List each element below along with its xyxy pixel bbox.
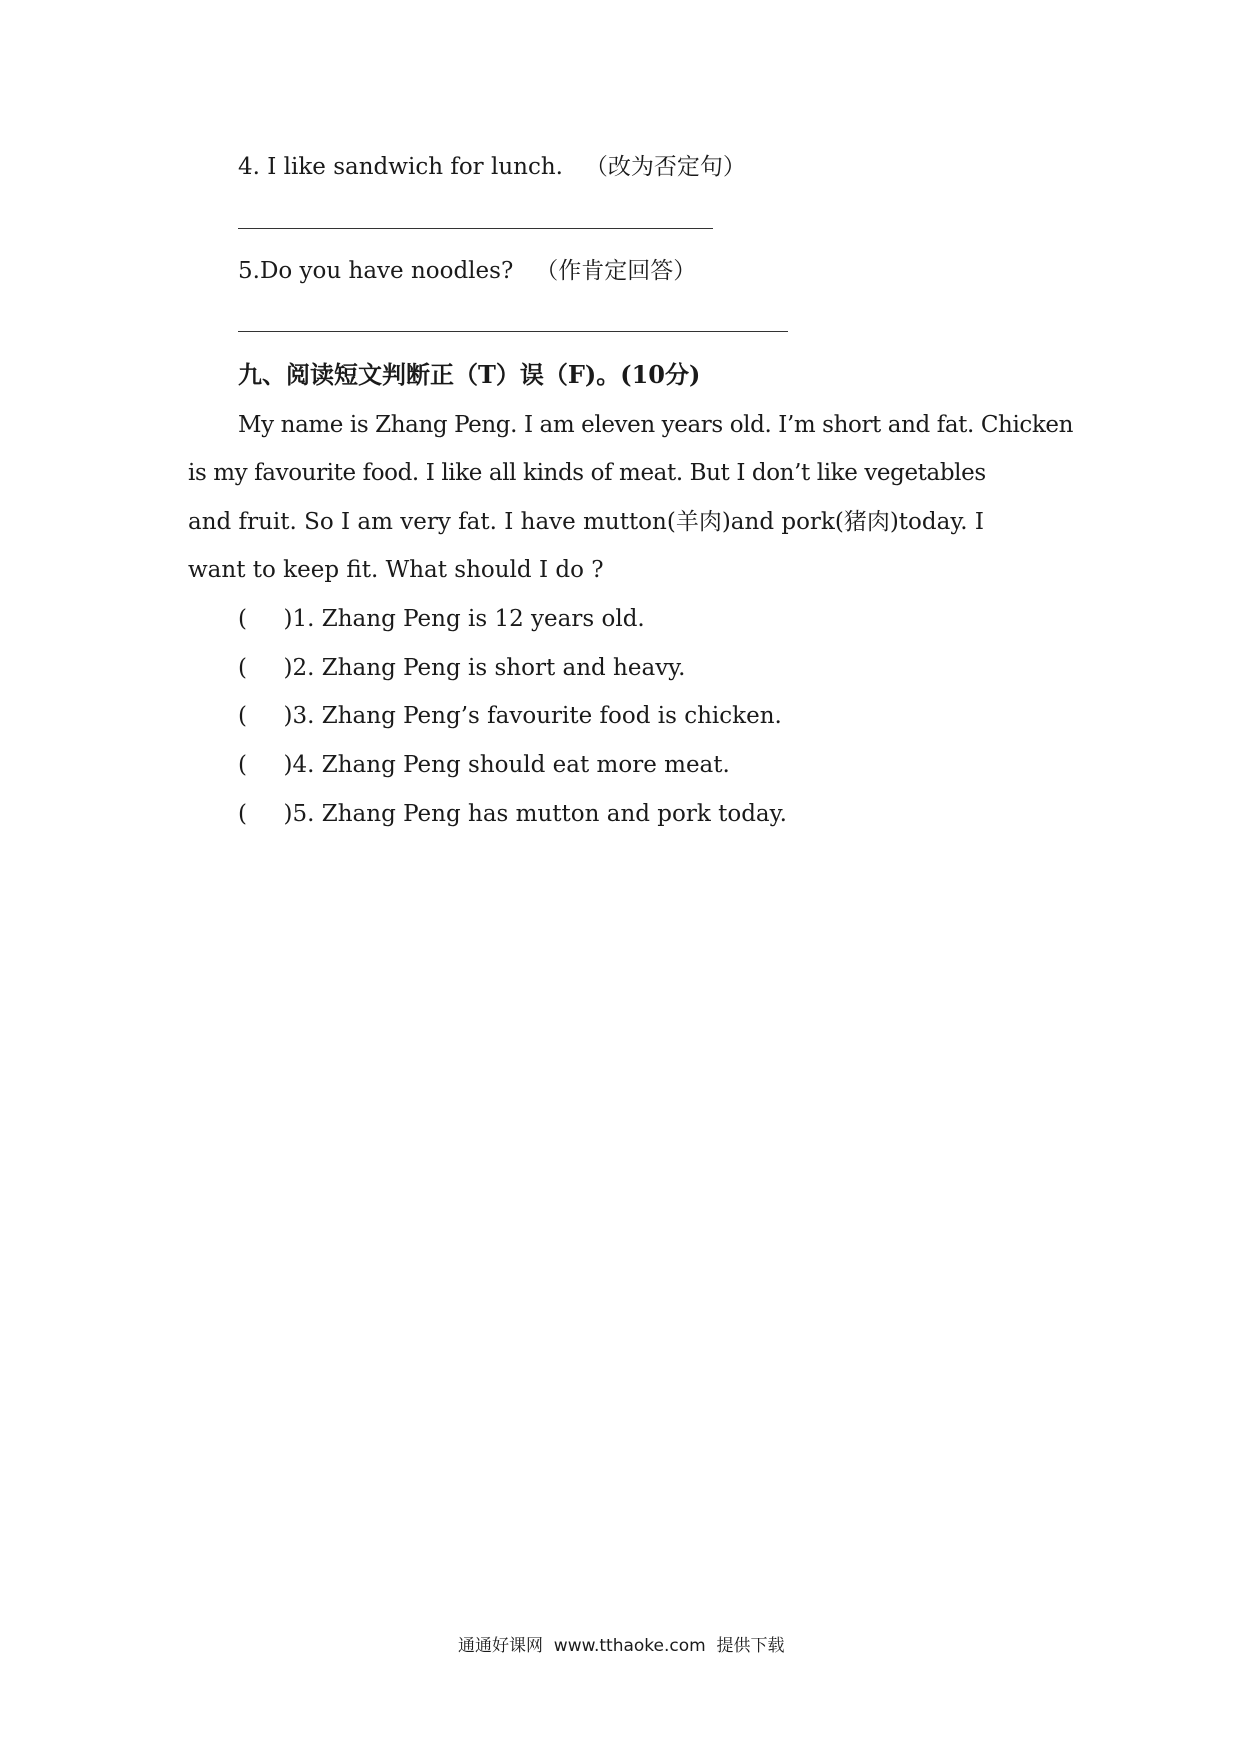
judgement-item: ( )2. Zhang Peng is short and heavy. [238,655,686,681]
judgement-item: ( )1. Zhang Peng is 12 years old. [238,606,645,632]
judgement-item: ( )4. Zhang Peng should eat more meat. [238,752,730,778]
answer-line-5 [238,331,788,332]
question-4: 4. I like sandwich for lunch. （改为否定句） [238,154,746,180]
answer-line-4 [238,228,713,229]
passage-line: is my favourite food. I like all kinds of meat. But I don’t like vegetables [188,460,986,486]
passage-line: and fruit. So I am very fat. I have mutton(羊肉)and pork(猪肉)today. I [188,509,984,535]
passage-line: want to keep fit. What should I do ? [188,557,604,583]
judgement-item: ( )3. Zhang Peng’s favourite food is chicken. [238,703,782,729]
passage-line: My name is Zhang Peng. I am eleven years old. I’m short and fat. Chicken [238,412,1074,438]
judgement-item: ( )5. Zhang Peng has mutton and pork today. [238,801,787,827]
page-footer: 通通好课网 www.tthaoke.com 提供下载 [458,1636,785,1656]
question-5: 5.Do you have noodles? （作肯定回答） [238,258,697,284]
section-heading: 九、阅读短文判断正（T）误（F)。(10分) [238,360,701,389]
